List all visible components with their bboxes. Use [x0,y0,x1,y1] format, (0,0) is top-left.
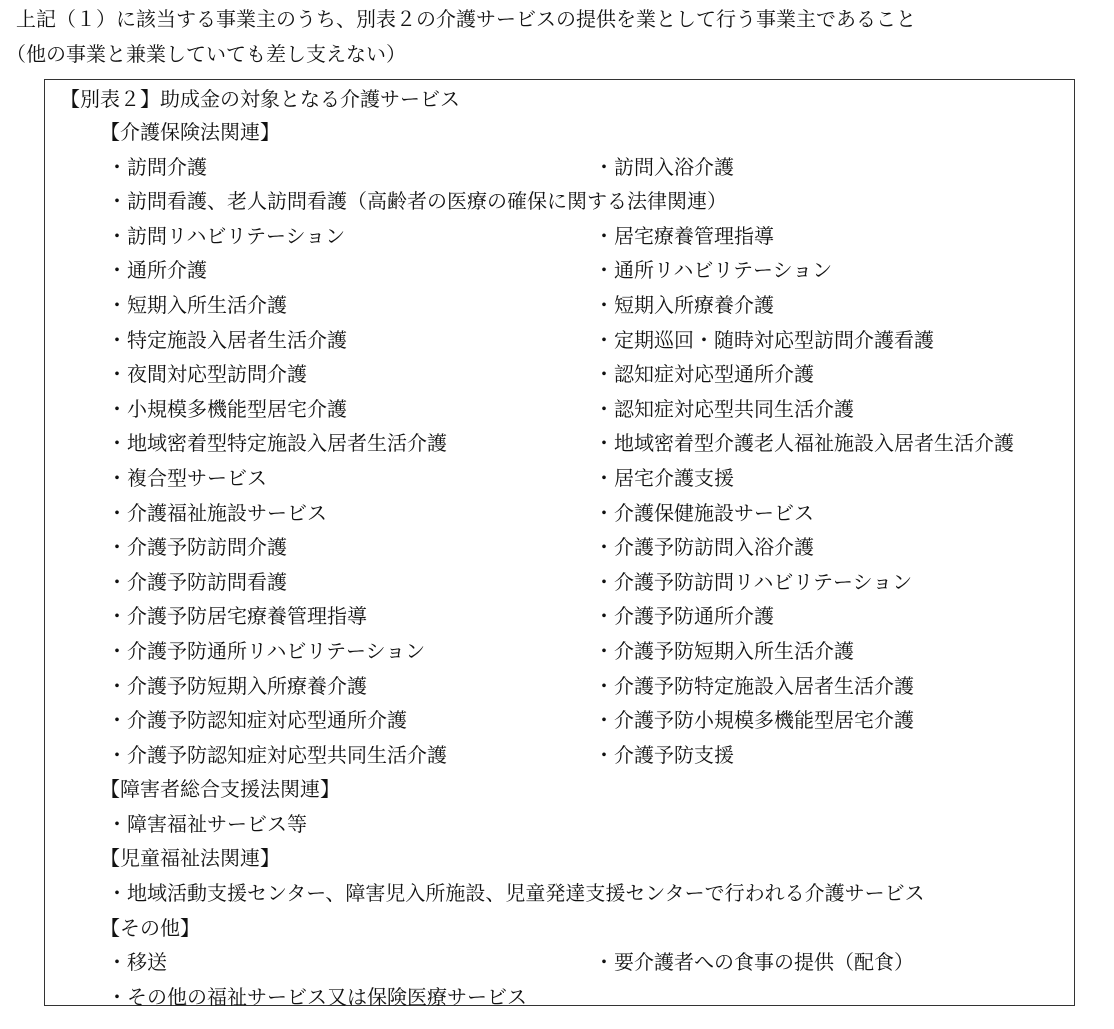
service-item: ・介護予防小規模多機能型居宅介護 [594,708,914,733]
section-heading: 【その他】 [100,915,200,940]
service-row [0,703,1114,738]
service-row [0,392,1114,427]
service-item: ・居宅療養管理指導 [594,223,774,248]
service-row [0,219,1114,254]
service-item: ・訪問介護 [107,154,207,179]
service-item: ・複合型サービス [107,465,267,490]
service-item: ・介護保健施設サービス [594,500,814,525]
service-item: ・夜間対応型訪問介護 [107,362,307,387]
service-item: ・介護予防訪問介護 [107,535,287,560]
service-row [0,945,1114,980]
service-row [0,738,1114,773]
service-item: ・地域密着型介護老人福祉施設入居者生活介護 [594,431,1014,456]
section-heading-row [0,772,1114,807]
service-item: ・介護予防通所介護 [594,604,774,629]
service-row [0,426,1114,461]
service-row [0,288,1114,323]
service-item: ・介護予防短期入所療養介護 [107,673,367,698]
service-item: ・その他の福祉サービス又は保険医療サービス [107,984,527,1009]
service-item: ・移送 [107,950,167,975]
service-row [0,530,1114,565]
service-row [0,669,1114,704]
appendix-title: 【別表２】助成金の対象となる介護サービス [60,87,460,111]
service-row [0,565,1114,600]
service-item: ・介護予防認知症対応型共同生活介護 [107,742,447,767]
service-row [0,980,1114,1015]
service-item: ・短期入所療養介護 [594,292,774,317]
service-item: ・要介護者への食事の提供（配食） [594,950,914,975]
service-item: ・地域密着型特定施設入居者生活介護 [107,431,447,456]
service-row [0,634,1114,669]
service-item: ・訪問看護、老人訪問看護（高齢者の医療の確保に関する法律関連） [107,189,727,214]
service-row [0,599,1114,634]
service-row [0,253,1114,288]
intro-line-2: （他の事業と兼業していても差し支えない） [6,42,406,66]
service-item: ・認知症対応型共同生活介護 [594,396,854,421]
service-row [0,496,1114,531]
service-item: ・小規模多機能型居宅介護 [107,396,347,421]
service-item: ・介護予防訪問入浴介護 [594,535,814,560]
service-row [0,807,1114,842]
service-item: ・居宅介護支援 [594,465,734,490]
service-item: ・地域活動支援センター、障害児入所施設、児童発達支援センターで行われる介護サービス [107,881,925,906]
service-item: ・認知症対応型通所介護 [594,362,814,387]
section-heading-row [0,115,1114,150]
service-item: ・短期入所生活介護 [107,292,287,317]
service-item: ・通所リハビリテーション [594,258,833,283]
service-item: ・通所介護 [107,258,207,283]
service-item: ・介護予防認知症対応型通所介護 [107,708,407,733]
service-item: ・訪問入浴介護 [594,154,734,179]
service-row [0,876,1114,911]
section-heading: 【介護保険法関連】 [100,120,280,144]
service-row [0,150,1114,185]
service-row [0,184,1114,219]
service-item: ・介護予防支援 [594,742,734,767]
service-item: ・介護予防居宅療養管理指導 [107,604,367,629]
intro-line-1: 上記（１）に該当する事業主のうち、別表２の介護サービスの提供を業として行う事業主であること [16,7,916,31]
service-row [0,323,1114,358]
service-item: ・訪問リハビリテーション [107,223,346,248]
service-item: ・介護予防短期入所生活介護 [594,638,854,663]
service-item: ・介護予防訪問看護 [107,569,287,594]
service-item: ・特定施設入居者生活介護 [107,327,347,352]
service-item: ・定期巡回・随時対応型訪問介護看護 [594,327,934,352]
section-heading-row [0,911,1114,946]
service-row [0,461,1114,496]
service-item: ・介護予防訪問リハビリテーション [594,569,913,594]
service-item: ・介護予防通所リハビリテーション [107,638,426,663]
section-heading: 【児童福祉法関連】 [100,846,280,871]
service-list [0,115,1114,1014]
section-heading-row [0,841,1114,876]
service-row [0,357,1114,392]
service-item: ・介護予防特定施設入居者生活介護 [594,673,914,698]
service-item: ・介護福祉施設サービス [107,500,327,525]
service-item: ・障害福祉サービス等 [107,811,307,836]
section-heading: 【障害者総合支援法関連】 [100,777,340,802]
